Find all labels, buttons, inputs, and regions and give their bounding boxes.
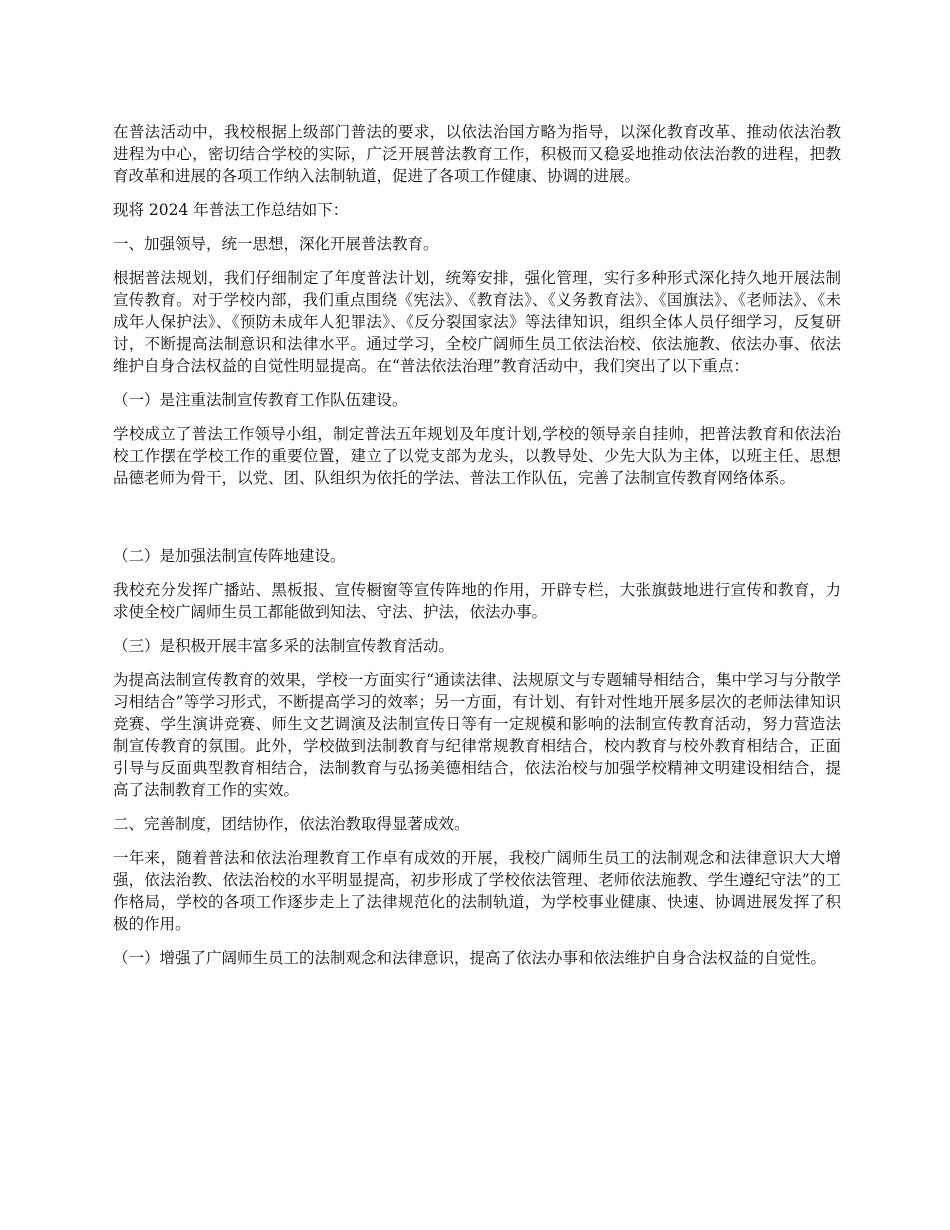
subsection-heading-1-2: （二）是加强法制宣传阵地建设。: [113, 547, 346, 565]
section-heading-2: 二、完善制度，团结协作，依法治教取得显著成效。: [113, 815, 470, 833]
subsection-heading-2-1: （一）增强了广阔师生员工的法制观念和法律意识，提高了依法办事和依法维护自身合法权益的自觉性。: [113, 949, 827, 967]
body-paragraph: 学校成立了普法工作领导小组，制定普法五年规划及年度计划,学校的领导亲自挂帅，把普法教育和依法治校工作摆在学校工作的重要位置，建立了以党支部为龙头，以教导处、少先大队为主体，以班主任、思想品德老师为骨干，以党、团、队组织为依托的学法、普法工作队伍，完善了法制宣传教育网络体系。: [113, 425, 841, 487]
summary-lead-paragraph: 现将 2024 年普法工作总结如下：: [113, 201, 349, 219]
body-paragraph: 我校充分发挥广播站、黑板报、宣传橱窗等宣传阵地的作用，开辟专栏，大张旗鼓地进行宣传和教育，力求使全校广阔师生员工都能做到知法、守法、护法，依法办事。: [113, 581, 841, 621]
body-paragraph: 为提高法制宣传教育的效果，学校一方面实行“通读法律、法规原文与专题辅导相结合，集中学习与分散学习相结合”等学习形式，不断提高学习的效率；另一方面，有计划、有针对性地开展多层次的老师法律知识竞赛、学生演讲竞赛、师生文艺调演及法制宣传日等有一定规模和影响的法制宣传教育活动，努力营造法制宣传教育的氛围。此外，学校做到法制教育与纪律常规教育相结合，校内教育与校外教育相结合，正面引导与反面典型教育相结合，法制教育与弘扬美德相结合，依法治校与加强学校精神文明建设相结合，提高了法制教育工作的实效。: [113, 671, 841, 799]
intro-paragraph: 在普法活动中，我校根据上级部门普法的要求，以依法治国方略为指导，以深化教育改革、推动依法治教进程为中心，密切结合学校的实际，广泛开展普法教育工作，积极而又稳妥地推动依法治教的进程，把教育改革和进展的各项工作纳入法制轨道，促进了各项工作健康、协调的进展。: [113, 123, 841, 185]
section-heading-1: 一、加强领导，统一思想，深化开展普法教育。: [113, 235, 439, 253]
body-paragraph: 一年来，随着普法和依法治理教育工作卓有成效的开展，我校广阔师生员工的法制观念和法律意识大大增强，依法治教、依法治校的水平明显提高，初步形成了学校依法管理、老师依法施教、学生遵纪守法”的工作格局，学校的各项工作逐步走上了法律规范化的法制轨道，为学校事业健康、快速、协调进展发挥了积极的作用。: [113, 849, 841, 933]
document-body: [113, 121, 841, 981]
subsection-heading-1-3: （三）是积极开展丰富多采的法制宣传教育活动。: [113, 637, 455, 655]
body-paragraph: 根据普法规划，我们仔细制定了年度普法计划，统筹安排，强化管理，实行多种形式深化持久地开展法制宣传教育。对于学校内部，我们重点围绕《宪法》、《教育法》、《义务教育法》、《国旗法》、《老师法》、《未成年人保护法》、《预防未成年人犯罪法》、《反分裂国家法》等法律知识，组织全体人员仔细学习，反复研讨，不断提高法制意识和法律水平。通过学习，全校广阔师生员工依法治校、依法施教、依法办事、依法维护自身合法权益的自觉性明显提高。在“普法依法治理”教育活动中，我们突出了以下重点：: [113, 269, 841, 375]
subsection-heading-1-1: （一）是注重法制宣传教育工作队伍建设。: [113, 391, 408, 409]
